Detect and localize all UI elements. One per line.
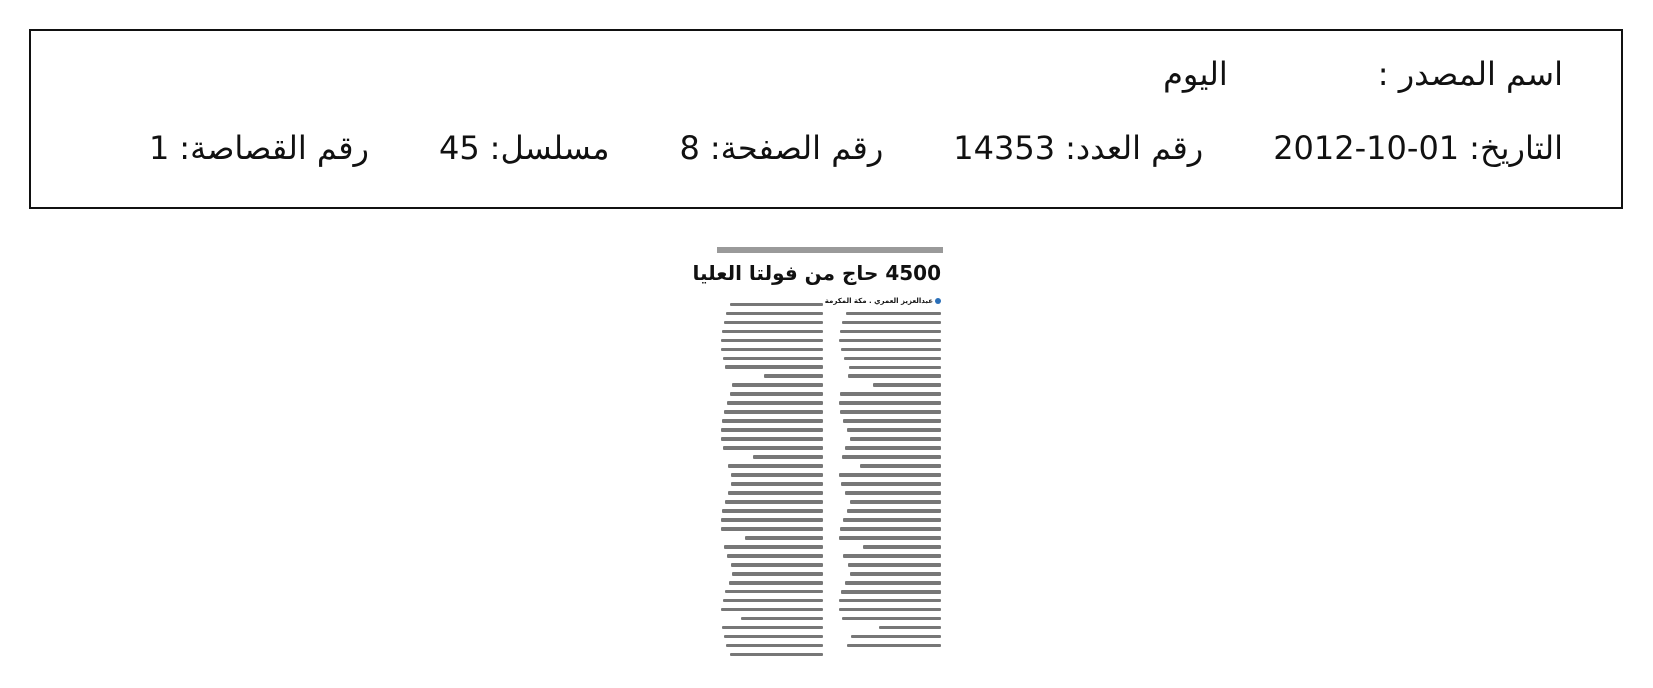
article-text-line (841, 590, 941, 593)
article-text-line (840, 410, 941, 413)
article-text-line (842, 321, 941, 324)
clipping-headline: 4500 حاج من فولتا العليا (692, 261, 941, 285)
article-text-line (848, 563, 941, 566)
clipping-byline (824, 297, 941, 306)
issue-value: 14353 (953, 129, 1056, 167)
article-text-line (721, 348, 823, 351)
article-text-lines-right (839, 312, 941, 648)
article-text-line (721, 518, 823, 521)
article-text-line (745, 536, 823, 539)
article-text-line (850, 437, 941, 440)
article-text-line (721, 527, 823, 530)
article-text-line (725, 365, 823, 368)
article-text-lines-left (721, 303, 823, 657)
page-label: رقم الصفحة: (709, 129, 884, 167)
article-text-line (724, 410, 823, 413)
article-text-line (728, 491, 823, 494)
article-text-line (843, 518, 941, 521)
article-text-line (850, 500, 941, 503)
issue-field (953, 129, 1203, 167)
article-text-line (840, 392, 941, 395)
article-text-line (731, 473, 823, 476)
article-text-line (851, 635, 941, 638)
article-text-line (723, 357, 823, 360)
article-text-line (845, 491, 941, 494)
serial-value: 45 (438, 129, 480, 167)
article-text-line (839, 401, 941, 404)
page-field (680, 129, 884, 167)
article-text-line (843, 554, 941, 557)
article-text-line (839, 536, 941, 539)
article-text-line (847, 644, 941, 647)
article-text-line (840, 527, 941, 530)
article-text-line (764, 374, 823, 377)
clip-field (149, 129, 369, 167)
article-text-line (725, 500, 823, 503)
newspaper-clipping (692, 247, 943, 671)
article-text-line (732, 383, 823, 386)
issue-label: رقم العدد: (1065, 129, 1204, 167)
article-text-line (721, 437, 823, 440)
serial-label: مسلسل: (489, 129, 610, 167)
article-text-line (860, 464, 941, 467)
page-value: 8 (679, 129, 700, 167)
article-text-line (839, 473, 941, 476)
article-text-line (845, 581, 941, 584)
article-text-line (729, 581, 823, 584)
article-text-line (839, 608, 941, 611)
article-text-line (863, 545, 941, 548)
article-text-line (850, 572, 941, 575)
article-text-line (721, 339, 823, 342)
source-value: اليوم (1163, 55, 1228, 93)
clip-label: رقم القصاصة: (179, 129, 369, 167)
article-text-line (842, 617, 941, 620)
article-text-line (724, 321, 824, 324)
article-text-line (725, 590, 823, 593)
article-column-left (721, 297, 823, 667)
article-text-line (846, 312, 941, 315)
article-text-line (721, 428, 823, 431)
article-text-line (728, 464, 823, 467)
article-text-line (722, 330, 823, 333)
article-text-line (727, 401, 823, 404)
article-text-line (724, 545, 823, 548)
article-text-line (847, 509, 941, 512)
article-text-line (841, 348, 941, 351)
article-text-line (730, 392, 823, 395)
metadata-box (29, 29, 1623, 209)
article-text-line (721, 608, 823, 611)
article-text-line (723, 599, 823, 602)
article-text-line (839, 339, 941, 342)
article-text-line (849, 366, 941, 369)
date-value: 2012-10-01 (1273, 129, 1460, 167)
source-label: اسم المصدر : (1377, 55, 1563, 93)
date-label: التاريخ: (1469, 129, 1563, 167)
article-text-line (841, 482, 941, 485)
article-text-line (723, 446, 823, 449)
article-text-line (843, 419, 941, 422)
article-text-line (726, 644, 823, 647)
article-text-line (873, 383, 941, 386)
article-text-line (730, 653, 823, 656)
byline-bullet-icon (935, 298, 941, 304)
clipping-top-rule (717, 247, 943, 253)
article-text-line (753, 455, 824, 458)
article-text-line (844, 357, 941, 360)
article-text-line (731, 563, 823, 566)
article-text-line (845, 446, 941, 449)
article-text-line (839, 599, 941, 602)
article-text-line (842, 455, 941, 458)
article-text-line (732, 572, 823, 575)
article-text-line (726, 312, 823, 315)
article-text-line (741, 617, 823, 620)
source-row (1163, 55, 1563, 93)
article-column-right (824, 297, 941, 667)
details-row (149, 129, 1563, 167)
article-text-line (731, 482, 823, 485)
article-text-line (722, 419, 823, 422)
byline-text: عبدالعزيز العمري . مكة المكرمة (824, 297, 933, 305)
article-text-line (722, 509, 823, 512)
article-text-line (724, 635, 823, 638)
article-text-line (727, 554, 823, 557)
article-text-line (879, 626, 941, 629)
article-text-line (847, 428, 941, 431)
article-text-line (722, 626, 823, 629)
date-field (1273, 129, 1563, 167)
clip-value: 1 (148, 129, 170, 167)
article-text-line (848, 374, 941, 377)
article-text-line (840, 330, 941, 333)
article-text-line (730, 303, 823, 306)
serial-field (439, 129, 610, 167)
